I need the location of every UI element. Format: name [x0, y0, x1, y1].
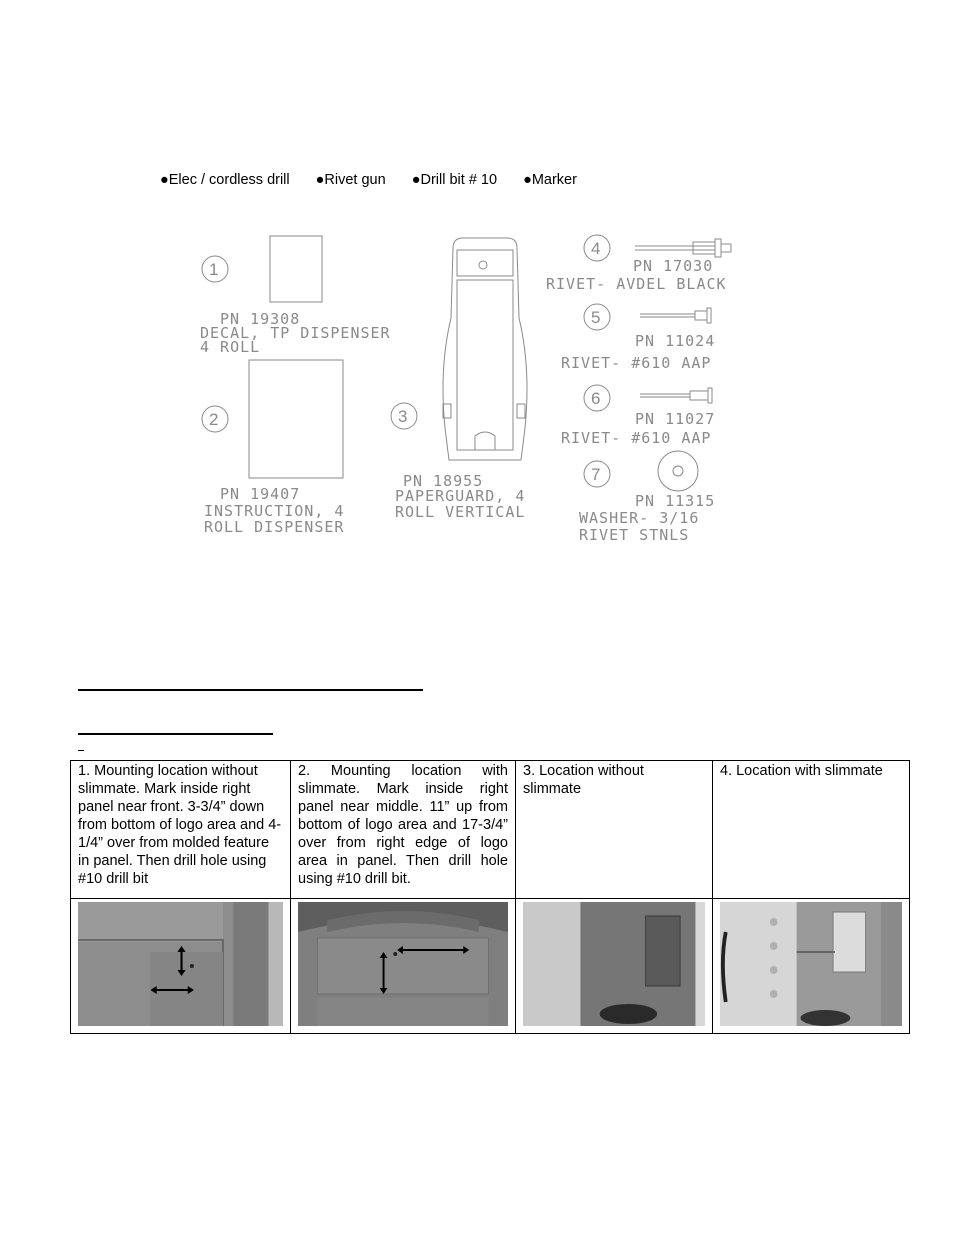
tool-item: ●Marker: [523, 172, 577, 188]
tools-list: [160, 172, 599, 188]
mounting-location-with-slimmate-photo: [298, 902, 508, 1026]
decal-sheet-icon: [270, 236, 322, 302]
step-4-cell: [713, 761, 910, 899]
part-desc-label: 4 ROLL: [200, 338, 261, 356]
part-number-label: 5: [591, 308, 601, 327]
rivet-avdel-icon: [635, 239, 731, 257]
part-desc-label: WASHER- 3/16: [579, 509, 700, 527]
part-desc-label: PAPERGUARD, 4: [395, 487, 526, 505]
step-3-photo-cell: [516, 899, 713, 1034]
location-without-slimmate-photo: [523, 902, 705, 1026]
step-1-cell: [71, 761, 291, 899]
part-desc-label: ROLL VERTICAL: [395, 503, 526, 521]
step-2-cell: [291, 761, 516, 899]
part-number-label: 2: [209, 410, 219, 429]
part-number-label: 3: [398, 407, 408, 426]
part-pn-label: PN 11024: [635, 332, 716, 350]
part-pn-label: PN 19308: [220, 310, 301, 328]
part-desc-label: RIVET- AVDEL BLACK: [546, 275, 727, 293]
part-pn-label: PN 18955: [403, 472, 484, 490]
step-text: 2. Mounting location with slimmate. Mark inside right panel near middle. 11” up from bottom of logo area and 17-3/4” over from right edge of logo area in panel. Then drill hole using #10 drill bit.: [298, 763, 508, 887]
parts-drawing: [195, 228, 760, 558]
subheading-underline: [78, 733, 273, 735]
part-desc-label: ROLL DISPENSER: [204, 518, 345, 536]
instruction-steps-table: [70, 760, 910, 1034]
part-desc-label: RIVET STNLS: [579, 526, 690, 544]
step-text: 1. Mounting location without slimmate. Mark inside right panel near front. 3-3/4” down from bottom of logo area and 4-1/4” over from molded feature in panel. Then drill hole using #10 drill bit: [78, 763, 282, 887]
washer-icon: [658, 451, 698, 491]
heading-underline: [78, 689, 423, 691]
location-with-slimmate-photo: [720, 902, 902, 1026]
part-desc-label: INSTRUCTION, 4: [204, 502, 345, 520]
step-2-photo-cell: [291, 899, 516, 1034]
instruction-sheet-icon: [249, 360, 343, 478]
tool-item: ●Drill bit # 10: [411, 172, 498, 188]
rivet-610-long-icon: [640, 388, 712, 403]
mounting-location-without-slimmate-photo: [78, 902, 283, 1026]
part-pn-label: PN 19407: [220, 485, 301, 503]
step-4-photo-cell: [713, 899, 910, 1034]
part-pn-label: PN 17030: [633, 257, 714, 275]
part-number-label: 1: [209, 260, 219, 279]
tick-mark: [78, 750, 84, 751]
part-desc-label: DECAL, TP DISPENSER: [200, 324, 391, 342]
steps-photo-row: [71, 899, 910, 1034]
part-desc-label: RIVET- #610 AAP: [561, 354, 712, 372]
part-number-label: 7: [591, 465, 601, 484]
step-1-photo-cell: [71, 899, 291, 1034]
steps-text-row: [71, 761, 910, 899]
step-3-cell: [516, 761, 713, 899]
step-text: 4. Location with slimmate: [720, 763, 883, 779]
step-text: 3. Location without slimmate: [523, 763, 644, 797]
part-number-label: 4: [591, 239, 601, 258]
part-pn-label: PN 11027: [635, 410, 716, 428]
rivet-610-icon: [640, 308, 711, 323]
paperguard-icon: [443, 238, 527, 460]
part-desc-label: RIVET- #610 AAP: [561, 429, 712, 447]
part-number-label: 6: [591, 389, 601, 408]
tool-item: ●Rivet gun: [315, 172, 386, 188]
tool-item: ●Elec / cordless drill: [160, 172, 290, 188]
parts-diagram: [195, 228, 760, 558]
part-pn-label: PN 11315: [635, 492, 716, 510]
